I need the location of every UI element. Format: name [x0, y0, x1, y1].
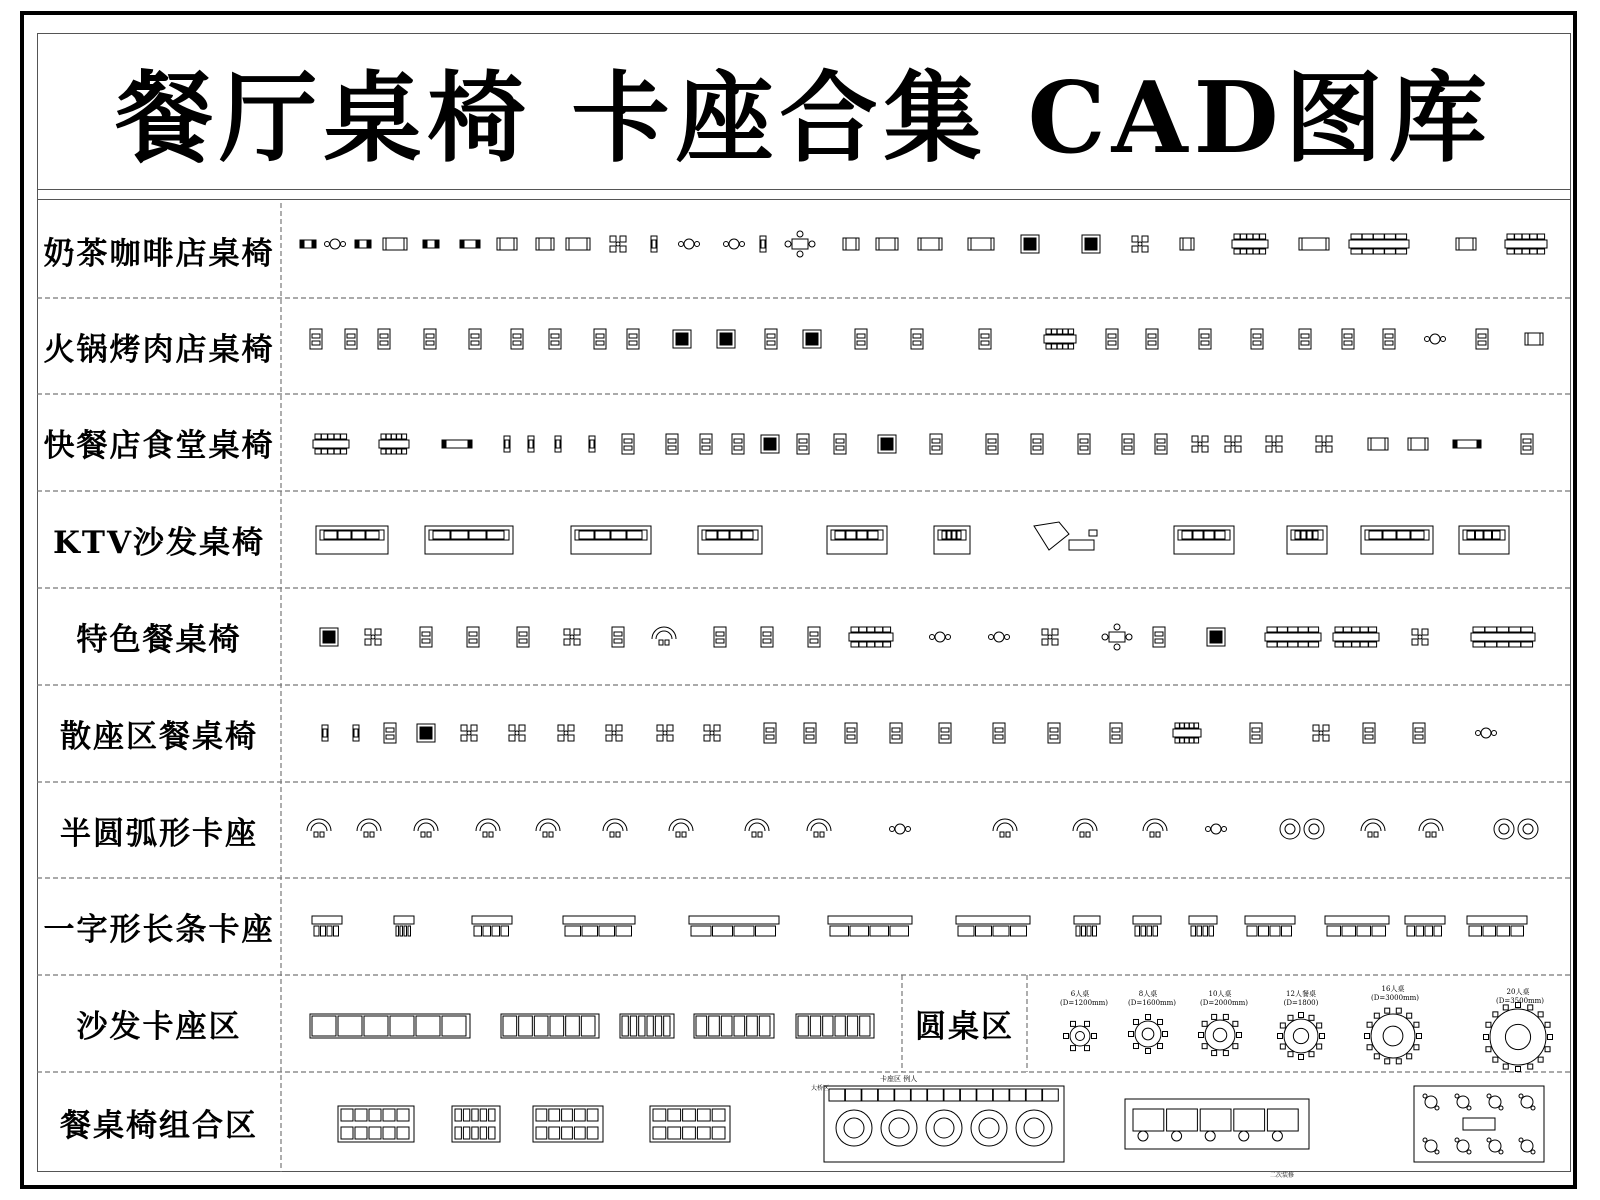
furniture-symbol-tbl: [855, 329, 867, 349]
furniture-symbol-dense: [717, 330, 735, 348]
furniture-symbol-long: [379, 434, 409, 454]
furniture-symbol-cluster: [564, 629, 580, 645]
furniture-symbol-combo: [533, 1106, 603, 1142]
furniture-symbol-ktv: [1174, 526, 1234, 554]
furniture-symbol-tbl: [764, 723, 776, 743]
furniture-symbol-tbl: [714, 627, 726, 647]
furniture-symbol-tbl: [622, 434, 634, 454]
furniture-symbol-long: [849, 627, 893, 647]
furniture-symbol-sofaarea: [694, 1014, 774, 1038]
furniture-symbol-tbl: [1476, 329, 1488, 349]
furniture-symbol-ktv: [1459, 526, 1509, 554]
round-table-caption: 16人桌 (D=3000mm): [1371, 985, 1420, 1002]
furniture-symbol-rect: [968, 238, 994, 250]
furniture-symbol-long: [1265, 627, 1321, 647]
furniture-symbol-rect: [1299, 238, 1329, 250]
row-label-semicircle: 半圆弧形卡座: [60, 815, 258, 852]
furniture-symbol-cluster: [657, 725, 673, 741]
furniture-symbol-dense: [417, 724, 435, 742]
furniture-symbol-dense: [1207, 628, 1225, 646]
furniture-symbol-tbl: [732, 434, 744, 454]
furniture-symbol-arc: [669, 819, 693, 837]
furniture-symbol-tbl: [797, 434, 809, 454]
furniture-symbol-tbl: [1048, 723, 1060, 743]
page-title: 餐厅桌椅 卡座合集 CAD图库: [115, 60, 1493, 176]
furniture-symbol-rect: [843, 238, 859, 250]
furniture-symbol-long: [1333, 627, 1379, 647]
furniture-symbol-dense: [673, 330, 691, 348]
row-label-linear-booth: 一字形长条卡座: [43, 912, 275, 948]
furniture-symbol-rect: [1456, 238, 1476, 250]
furniture-symbol-ktv: [1287, 526, 1327, 554]
round-table-caption: 12人餐桌 (D=1800): [1283, 990, 1319, 1007]
furniture-symbol-booth: [394, 916, 414, 936]
furniture-symbol-booth: [312, 916, 342, 936]
furniture-symbol-arc: [1143, 819, 1167, 837]
furniture-symbol-sofa: [423, 240, 439, 248]
furniture-symbol-long: [1044, 329, 1076, 349]
sub-label-round-tables: 圆桌区: [915, 1009, 1014, 1045]
furniture-symbol-tbl: [890, 723, 902, 743]
furniture-symbol-rect: [383, 238, 407, 250]
furniture-symbol-arc: [1361, 819, 1385, 837]
row-label-fast-food: 快餐店食堂桌椅: [43, 428, 275, 464]
furniture-symbol-tiny: [353, 725, 359, 741]
furniture-symbol-tbl: [986, 434, 998, 454]
furniture-symbol-ktv: [827, 526, 887, 554]
furniture-symbol-tbl: [1153, 627, 1165, 647]
furniture-symbol-booth: [1074, 916, 1100, 936]
round-table-caption: 10人桌 (D=2000mm): [1200, 990, 1249, 1007]
furniture-symbol-cluster: [606, 725, 622, 741]
furniture-symbol-round: [679, 239, 700, 249]
furniture-symbol-tbl: [1363, 723, 1375, 743]
furniture-symbol-sofaarea: [796, 1014, 874, 1038]
furniture-symbol-tiny: [528, 436, 534, 452]
furniture-symbol-sofa: [300, 240, 316, 248]
furniture-symbol-tbl: [345, 329, 357, 349]
furniture-symbol-tbl: [1521, 434, 1533, 454]
furniture-symbol-booth: [1245, 916, 1295, 936]
row-label-milk-tea: 奶茶咖啡店桌椅: [43, 236, 275, 272]
furniture-symbol-double: [1280, 819, 1324, 839]
furniture-symbol-cross: [785, 231, 815, 257]
furniture-symbol-booth: [956, 916, 1030, 936]
furniture-symbol-tbl: [1106, 329, 1118, 349]
furniture-symbol-tbl: [1031, 434, 1043, 454]
round-table: [1199, 1014, 1242, 1055]
row-label-sofa-booth: 沙发卡座区: [76, 1009, 242, 1045]
furniture-symbol-arc: [357, 819, 381, 837]
furniture-symbol-ktv: [571, 526, 651, 554]
furniture-symbol-tiny: [589, 436, 595, 452]
furniture-symbol-tbl: [1110, 723, 1122, 743]
furniture-symbol-tbl: [979, 329, 991, 349]
furniture-symbol-rect: [566, 238, 590, 250]
round-table-caption: 20人桌 (D=3500mm): [1496, 988, 1545, 1005]
furniture-symbol-tbl: [612, 627, 624, 647]
furniture-symbol-tbl: [420, 627, 432, 647]
row-label-hotpot: 火锅烤肉店桌椅: [43, 331, 275, 368]
furniture-symbol-combo: [650, 1106, 730, 1142]
furniture-symbol-tbl: [384, 723, 396, 743]
furniture-symbol-double: [1494, 819, 1538, 839]
furniture-symbol-tbl: [930, 434, 942, 454]
round-table: [1064, 1021, 1097, 1050]
furniture-symbol-booth: [689, 916, 779, 936]
furniture-symbol-cross: [1102, 624, 1132, 650]
furniture-symbol-ktv: [425, 526, 513, 554]
furniture-symbol-cluster: [1192, 436, 1208, 452]
furniture-symbol-arc: [993, 819, 1017, 837]
furniture-symbol-rect: [1525, 333, 1543, 345]
furniture-symbol-round: [890, 824, 911, 834]
furniture-symbol-tbl: [511, 329, 523, 349]
furniture-symbol-dense: [803, 330, 821, 348]
furniture-symbol-dense: [1021, 235, 1039, 253]
row-label-combo: 餐桌椅组合区: [60, 1107, 258, 1144]
furniture-symbol-booth: [1189, 916, 1217, 936]
furniture-symbol-round: [1476, 728, 1497, 738]
furniture-symbol-sofa: [460, 240, 480, 248]
furniture-symbol-tbl: [424, 329, 436, 349]
furniture-symbol-arc: [307, 819, 331, 837]
furniture-symbol-arc: [1073, 819, 1097, 837]
furniture-symbol-cluster: [509, 725, 525, 741]
furniture-symbol-arc: [414, 819, 438, 837]
furniture-symbol-round: [1425, 334, 1446, 344]
furniture-symbol-tbl: [1250, 723, 1262, 743]
furniture-symbol-rect: [1408, 438, 1428, 450]
furniture-symbol-cluster: [1313, 725, 1329, 741]
furniture-symbol-round: [989, 632, 1010, 642]
furniture-symbol-tbl: [1413, 723, 1425, 743]
furniture-symbol-tbl: [1146, 329, 1158, 349]
furniture-symbol-tbl: [1122, 434, 1134, 454]
furniture-symbol-long: [1505, 234, 1547, 254]
furniture-symbol-cluster: [610, 236, 626, 252]
round-table: [1365, 1008, 1422, 1064]
furniture-symbol-dense: [1082, 235, 1100, 253]
furniture-symbol-rect: [536, 238, 554, 250]
furniture-symbol-rect: [497, 238, 517, 250]
furniture-symbol-tbl: [911, 329, 923, 349]
combo-caption: 卡座区 例人: [880, 1075, 918, 1083]
furniture-symbol-tiny: [760, 236, 766, 252]
furniture-symbol-tbl: [808, 627, 820, 647]
furniture-symbol-arc: [476, 819, 500, 837]
furniture-symbol-booth: [1467, 916, 1527, 936]
furniture-symbol-rect: [1180, 238, 1194, 250]
furniture-symbol-rect: [876, 238, 898, 250]
furniture-symbol-tbl: [939, 723, 951, 743]
furniture-symbol-arc: [1419, 819, 1443, 837]
furniture-symbol-tbl: [469, 329, 481, 349]
furniture-symbol-sofa: [1453, 440, 1481, 448]
furniture-symbol-tiny: [651, 236, 657, 252]
furniture-symbol-tbl: [310, 329, 322, 349]
furniture-symbol-long: [313, 434, 349, 454]
furniture-symbol-ktv: [316, 526, 388, 554]
furniture-symbol-tbl: [993, 723, 1005, 743]
furniture-symbol-tbl: [1342, 329, 1354, 349]
furniture-symbol-tbl: [804, 723, 816, 743]
furniture-symbol-sofa: [442, 440, 472, 448]
furniture-symbol-cluster: [1266, 436, 1282, 452]
furniture-symbol-cluster: [1316, 436, 1332, 452]
furniture-symbol-long: [1232, 234, 1268, 254]
furniture-symbol-cluster: [1132, 236, 1148, 252]
furniture-symbol-bigcombo3: [1414, 1086, 1544, 1162]
furniture-symbol-long: [1349, 234, 1409, 254]
furniture-symbol-ktv: [934, 526, 970, 554]
furniture-symbol-tiny: [504, 436, 510, 452]
furniture-symbol-arc: [603, 819, 627, 837]
round-table: [1278, 1013, 1325, 1060]
round-table-caption: 8人桌 (D=1600mm): [1128, 990, 1177, 1007]
furniture-symbol-tbl: [378, 329, 390, 349]
round-table: [1484, 1003, 1553, 1072]
furniture-symbol-arc: [536, 819, 560, 837]
row-label-featured: 特色餐桌椅: [76, 622, 242, 658]
furniture-symbol-dense: [761, 435, 779, 453]
furniture-symbol-tbl: [666, 434, 678, 454]
furniture-symbol-arc: [652, 627, 676, 645]
furniture-symbol-tbl: [834, 434, 846, 454]
furniture-symbol-tiny: [555, 436, 561, 452]
furniture-symbol-tbl: [700, 434, 712, 454]
furniture-symbol-bigcombo2: [1125, 1099, 1309, 1149]
furniture-symbol-dense: [320, 628, 338, 646]
furniture-symbol-tbl: [845, 723, 857, 743]
furniture-symbol-long: [1173, 723, 1201, 743]
round-table-caption: 6人桌 (D=1200mm): [1060, 990, 1109, 1007]
furniture-symbol-tbl: [1299, 329, 1311, 349]
furniture-symbol-booth: [1133, 916, 1161, 936]
furniture-symbol-tbl: [1155, 434, 1167, 454]
furniture-symbol-round: [1206, 824, 1227, 834]
furniture-symbol-cluster: [558, 725, 574, 741]
furniture-symbol-cluster: [704, 725, 720, 741]
furniture-symbol-cluster: [365, 629, 381, 645]
furniture-symbol-tbl: [765, 329, 777, 349]
furniture-symbol-combo: [338, 1106, 414, 1142]
furniture-symbol-arc: [745, 819, 769, 837]
furniture-symbol-cluster: [1042, 629, 1058, 645]
furniture-symbol-tbl: [627, 329, 639, 349]
furniture-symbol-bigcombo: [824, 1086, 1064, 1162]
furniture-symbol-booth: [828, 916, 912, 936]
furniture-symbol-ktvx: [1034, 522, 1097, 550]
furniture-symbol-arc: [807, 819, 831, 837]
furniture-symbol-booth: [472, 916, 512, 936]
furniture-symbol-tbl: [467, 627, 479, 647]
furniture-symbol-sofaarea: [310, 1014, 470, 1038]
furniture-symbol-tbl: [1251, 329, 1263, 349]
furniture-symbol-round: [325, 239, 346, 249]
combo-caption: 大桥区: [811, 1085, 830, 1092]
furniture-symbol-cluster: [461, 725, 477, 741]
round-table: [1129, 1015, 1168, 1054]
furniture-symbol-tbl: [1199, 329, 1211, 349]
furniture-symbol-combo: [452, 1106, 500, 1142]
furniture-symbol-tbl: [761, 627, 773, 647]
furniture-symbol-sofaarea: [620, 1014, 674, 1038]
furniture-symbol-booth: [1405, 916, 1445, 936]
furniture-symbol-tbl: [517, 627, 529, 647]
furniture-symbol-tbl: [549, 329, 561, 349]
furniture-symbol-round: [930, 632, 951, 642]
furniture-symbol-cluster: [1225, 436, 1241, 452]
furniture-symbol-cluster: [1412, 629, 1428, 645]
furniture-symbol-ktv: [1361, 526, 1433, 554]
furniture-symbol-dense: [878, 435, 896, 453]
furniture-symbol-booth: [1325, 916, 1389, 936]
furniture-symbol-tbl: [1383, 329, 1395, 349]
row-label-casual: 散座区餐桌椅: [60, 719, 258, 755]
combo-caption: 二次装修: [1270, 1172, 1295, 1179]
furniture-symbol-sofa: [355, 240, 371, 248]
furniture-symbol-rect: [1368, 438, 1388, 450]
furniture-symbol-round: [724, 239, 745, 249]
furniture-symbol-sofaarea: [501, 1014, 599, 1038]
row-label-ktv: KTV沙发桌椅: [52, 525, 266, 561]
furniture-symbol-rect: [918, 238, 942, 250]
furniture-symbol-booth: [563, 916, 635, 936]
furniture-symbol-tiny: [322, 725, 328, 741]
furniture-symbol-ktv: [698, 526, 762, 554]
furniture-symbol-tbl: [594, 329, 606, 349]
furniture-symbol-long: [1471, 627, 1535, 647]
furniture-symbol-tbl: [1078, 434, 1090, 454]
